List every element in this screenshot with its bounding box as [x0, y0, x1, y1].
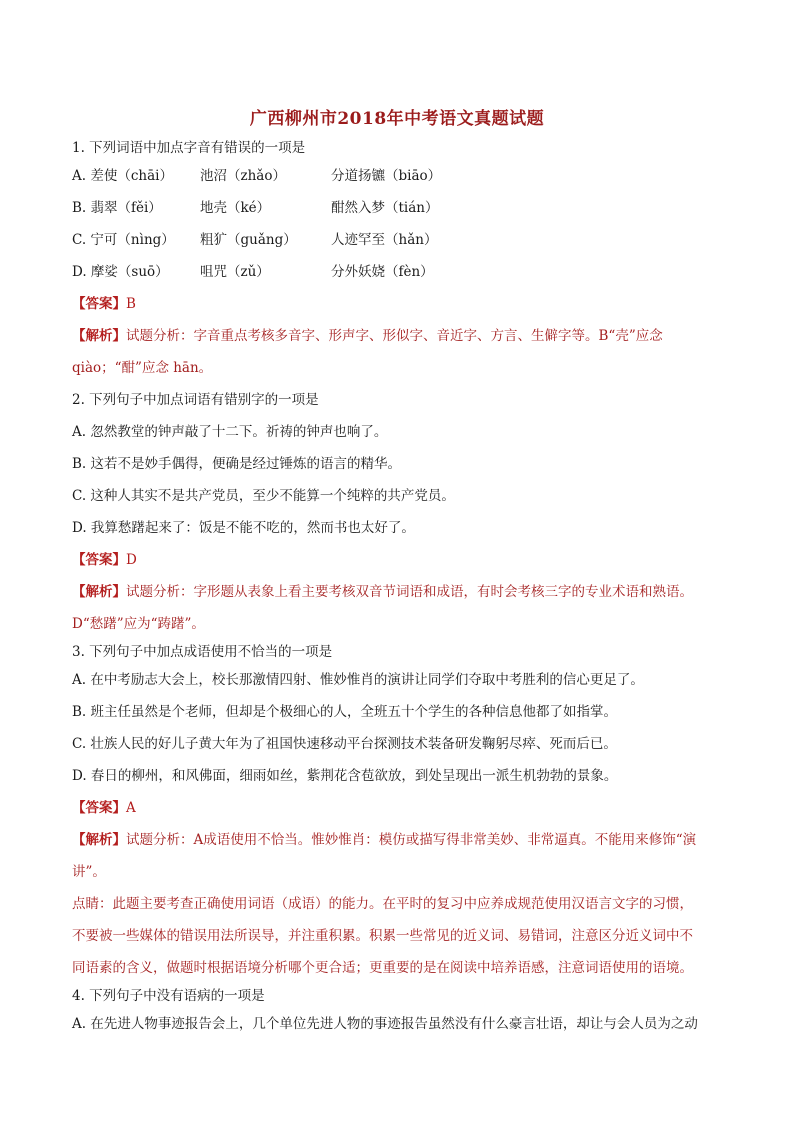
analysis-tag: 【解析】: [72, 832, 126, 848]
document-body: [72, 136, 732, 1040]
question-1-option-a: [72, 160, 732, 192]
answer-tag: 【答案】: [72, 800, 126, 816]
question-1-analysis: [72, 320, 732, 352]
analysis-text: 试题分析：字形题从表象上看主要考核双音节词语和成语，有时会考核三字的专业术语和熟语。: [126, 584, 693, 600]
question-1-answer: [72, 288, 732, 320]
answer-value: A: [126, 800, 136, 816]
question-1-option-d: [72, 256, 732, 288]
option-cell: A. 差使（chāi）: [72, 168, 173, 184]
question-4-option-a: A. 在先进人物事迹报告会上，几个单位先进人物的事迹报告虽然没有什么豪言壮语，却让与会人员为之动: [72, 1016, 698, 1032]
question-3-option-a: A. 在中考励志大会上，校长那激情四射、惟妙惟肖的演讲让同学们夺取中考胜利的信心更足了。: [72, 672, 644, 688]
option-cell: B. 翡翠（fěi）: [72, 200, 162, 216]
option-cell: 池沼（zhǎo）: [200, 168, 286, 184]
question-2-option-a: A. 忽然教堂的钟声敲了十二下。祈祷的钟声也响了。: [72, 424, 388, 440]
option-cell: 咀咒（zǔ）: [200, 264, 270, 280]
answer-tag: 【答案】: [72, 552, 126, 568]
option-cell: D. 摩娑（suō）: [72, 264, 169, 280]
option-cell: 酣然入梦（tián）: [331, 200, 439, 216]
question-2-option-c: C. 这种人其实不是共产党员，至少不能算一个纯粹的共产党员。: [72, 488, 455, 504]
option-cell: 人迹罕至（hǎn）: [331, 232, 438, 248]
analysis-text: 试题分析：字音重点考核多音字、形声字、形似字、音近字、方言、生僻字等。B“壳”应念: [126, 328, 663, 344]
answer-value: B: [126, 296, 136, 312]
question-2-analysis-cont: D“愁躇”应为“踌躇”。: [72, 616, 205, 632]
analysis-tag: 【解析】: [72, 328, 126, 344]
question-3-stem: 3. 下列句子中加点成语使用不恰当的一项是: [72, 644, 333, 660]
question-2-analysis: [72, 576, 732, 608]
question-3-option-d: D. 春日的柳州，和风佛面，细雨如丝，紫荆花含苞欲放，到处呈现出一派生机勃勃的景象。: [72, 768, 618, 784]
question-2-option-b: B. 这若不是妙手偶得，便确是经过锤炼的语言的精华。: [72, 456, 402, 472]
question-1-stem: 1. 下列词语中加点字音有错误的一项是: [72, 140, 306, 156]
question-3-note-line-1: 点睛：此题主要考查正确使用词语（成语）的能力。在平时的复习中应养成规范使用汉语言文字的习惯，: [72, 896, 693, 912]
answer-tag: 【答案】: [72, 296, 126, 312]
question-3-option-b: B. 班主任虽然是个老师，但却是个极细心的人，全班五十个学生的各种信息他都了如指掌。: [72, 704, 618, 720]
option-cell: 粗犷（guǎng）: [200, 232, 297, 248]
question-1-analysis-cont: qiào；“酣”应念 hān。: [72, 360, 213, 376]
analysis-tag: 【解析】: [72, 584, 126, 600]
option-cell: 分道扬镳（biāo）: [331, 168, 442, 184]
answer-value: D: [126, 552, 137, 568]
page-title: 广西柳州市2018年中考语文真题试题: [249, 109, 545, 129]
question-4-stem: 4. 下列句子中没有语病的一项是: [72, 988, 265, 1004]
question-1-option-c: [72, 224, 732, 256]
analysis-text: 试题分析：A成语使用不恰当。惟妙惟肖：模仿或描写得非常美妙、非常逼真。不能用来修饰“演: [126, 832, 697, 848]
question-3-answer: [72, 792, 732, 824]
question-2-stem: 2. 下列句子中加点词语有错别字的一项是: [72, 392, 319, 408]
question-2-option-d: D. 我算愁躇起来了：饭是不能不吃的，然而书也太好了。: [72, 520, 415, 536]
question-3-analysis: [72, 824, 732, 856]
question-1-option-b: [72, 192, 732, 224]
option-cell: C. 宁可（nìng）: [72, 232, 175, 248]
question-3-option-c: C. 壮族人民的好儿子黄大年为了祖国快速移动平台探测技术装备研发鞠躬尽瘁、死而后已。: [72, 736, 617, 752]
question-3-note-line-2: 不要被一些媒体的错误用法所误导，并注重积累。积累一些常见的近义词、易错词，注意区分近义词中不: [72, 928, 693, 944]
option-cell: 地壳（ké）: [200, 200, 271, 216]
question-2-answer: [72, 544, 732, 576]
question-3-analysis-cont: 讲”。: [72, 864, 106, 880]
question-3-note-line-3: 同语素的含义，做题时根据语境分析哪个更合适；更重要的是在阅读中培养语感，注意词语使用的语境。: [72, 960, 693, 976]
option-cell: 分外妖娆（fèn）: [331, 264, 434, 280]
